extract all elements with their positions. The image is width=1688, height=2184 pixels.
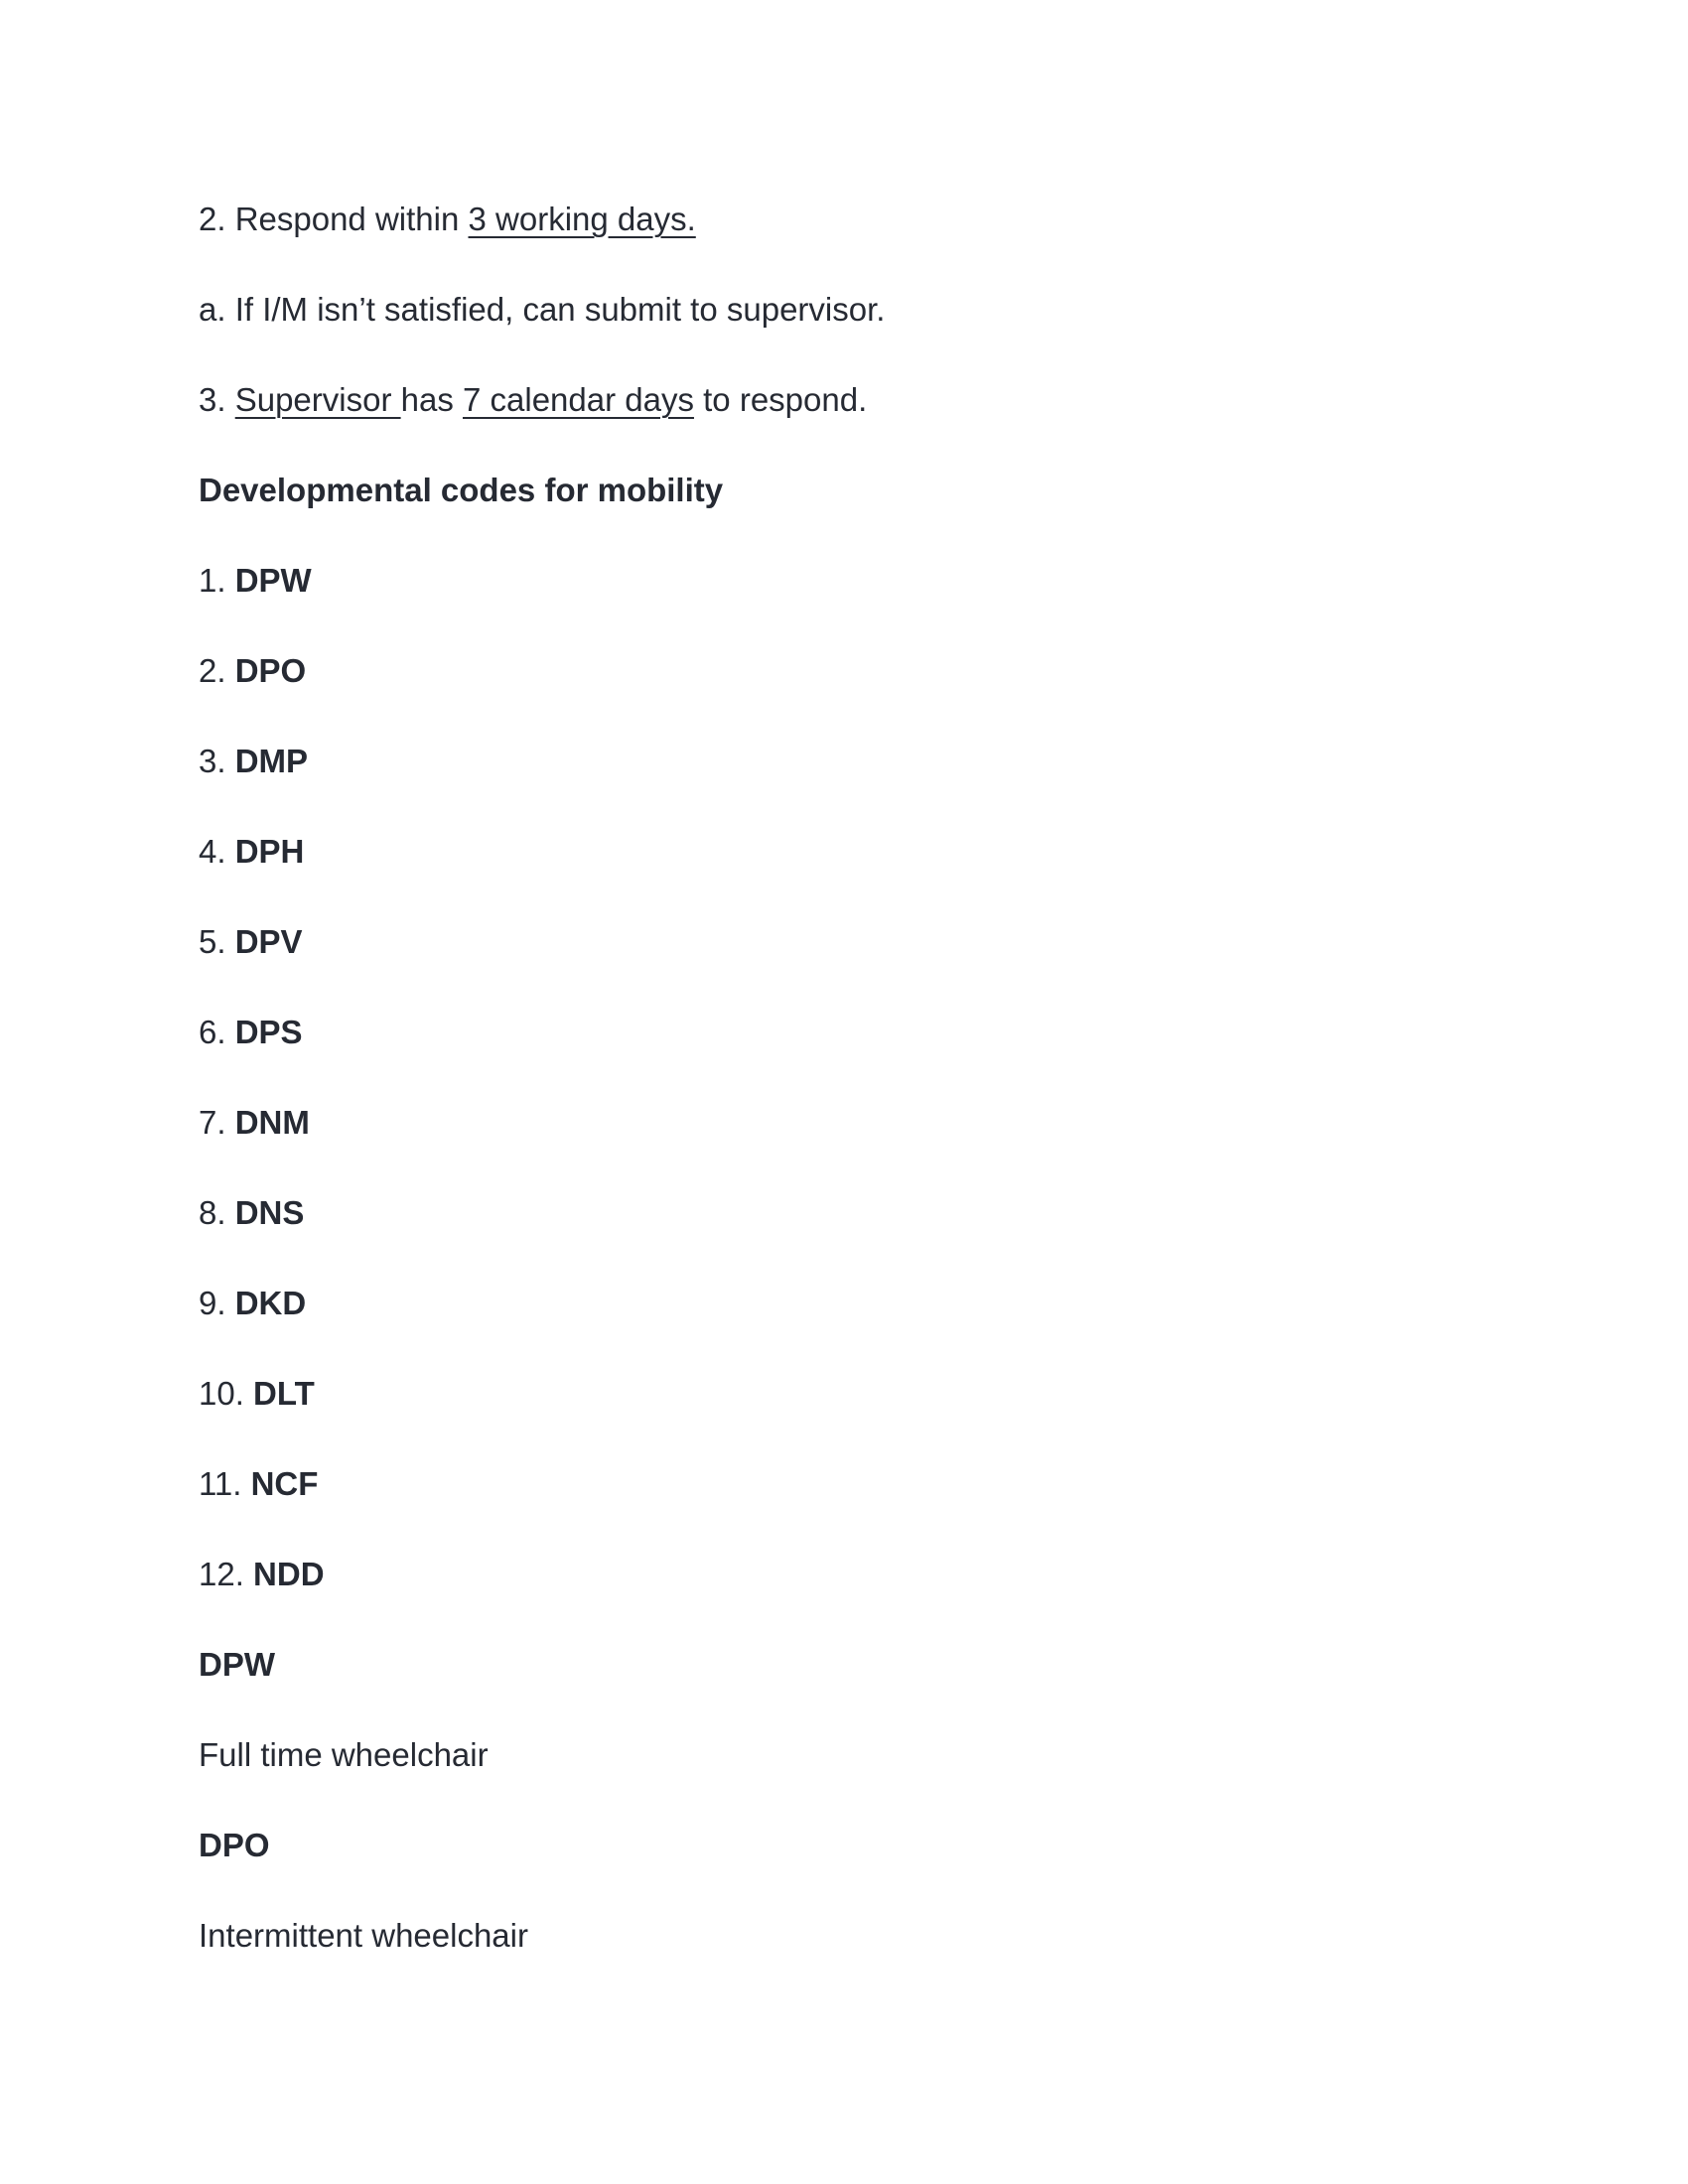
list-item [199, 556, 1489, 646]
list-code: DMP [234, 743, 309, 779]
list-number: 3. [199, 743, 235, 779]
list-number: 7. [199, 1104, 235, 1141]
list-code: DNM [234, 1104, 310, 1141]
list-item [199, 1279, 1489, 1369]
definition-text: Intermittent wheelchair [199, 1917, 528, 1954]
list-code: DPV [234, 923, 303, 960]
list-item [199, 917, 1489, 1008]
list-item [199, 1188, 1489, 1279]
step-a-text: a. If I/M isn’t satisfied, can submit to supervisor. [199, 291, 886, 328]
document-page [199, 195, 1489, 2001]
list-number: 12. [199, 1556, 254, 1592]
list-code: DNS [234, 1194, 305, 1231]
working-days-underlined: 3 working days. [468, 201, 696, 237]
list-code: DKD [234, 1285, 307, 1321]
list-code: DPH [234, 833, 305, 870]
list-code: DPW [234, 562, 312, 599]
list-number: 11. [199, 1465, 251, 1502]
section-heading: Developmental codes for mobility [199, 472, 724, 508]
list-item [199, 1369, 1489, 1459]
list-number: 2. [199, 652, 235, 689]
list-code: NDD [253, 1556, 325, 1592]
list-item [199, 646, 1489, 737]
list-item [199, 1459, 1489, 1550]
list-number: 6. [199, 1014, 235, 1050]
list-item [199, 1008, 1489, 1098]
list-code: DPO [234, 652, 307, 689]
list-item [199, 1550, 1489, 1640]
list-number: 8. [199, 1194, 235, 1231]
list-item [199, 827, 1489, 917]
step-3-suffix: to respond. [693, 381, 868, 418]
list-number: 1. [199, 562, 235, 599]
definition-heading: DPW [199, 1646, 275, 1683]
list-number: 10. [199, 1375, 254, 1412]
definition-heading: DPO [199, 1827, 270, 1863]
step-a-line [199, 285, 1489, 375]
list-code: NCF [250, 1465, 319, 1502]
step-3-line [199, 375, 1489, 466]
list-number: 9. [199, 1285, 235, 1321]
list-item [199, 737, 1489, 827]
definition-text: Full time wheelchair [199, 1736, 489, 1773]
supervisor-underlined: Supervisor [234, 381, 401, 418]
step-2-line [199, 195, 1489, 285]
list-number: 4. [199, 833, 235, 870]
list-code: DPS [234, 1014, 303, 1050]
list-item [199, 1098, 1489, 1188]
calendar-days-underlined: 7 calendar days [462, 381, 694, 418]
list-number: 5. [199, 923, 235, 960]
step-2-text: 2. Respond within [199, 201, 469, 237]
list-code: DLT [253, 1375, 315, 1412]
step-3-number: 3. [199, 381, 235, 418]
step-3-mid: has [400, 381, 463, 418]
